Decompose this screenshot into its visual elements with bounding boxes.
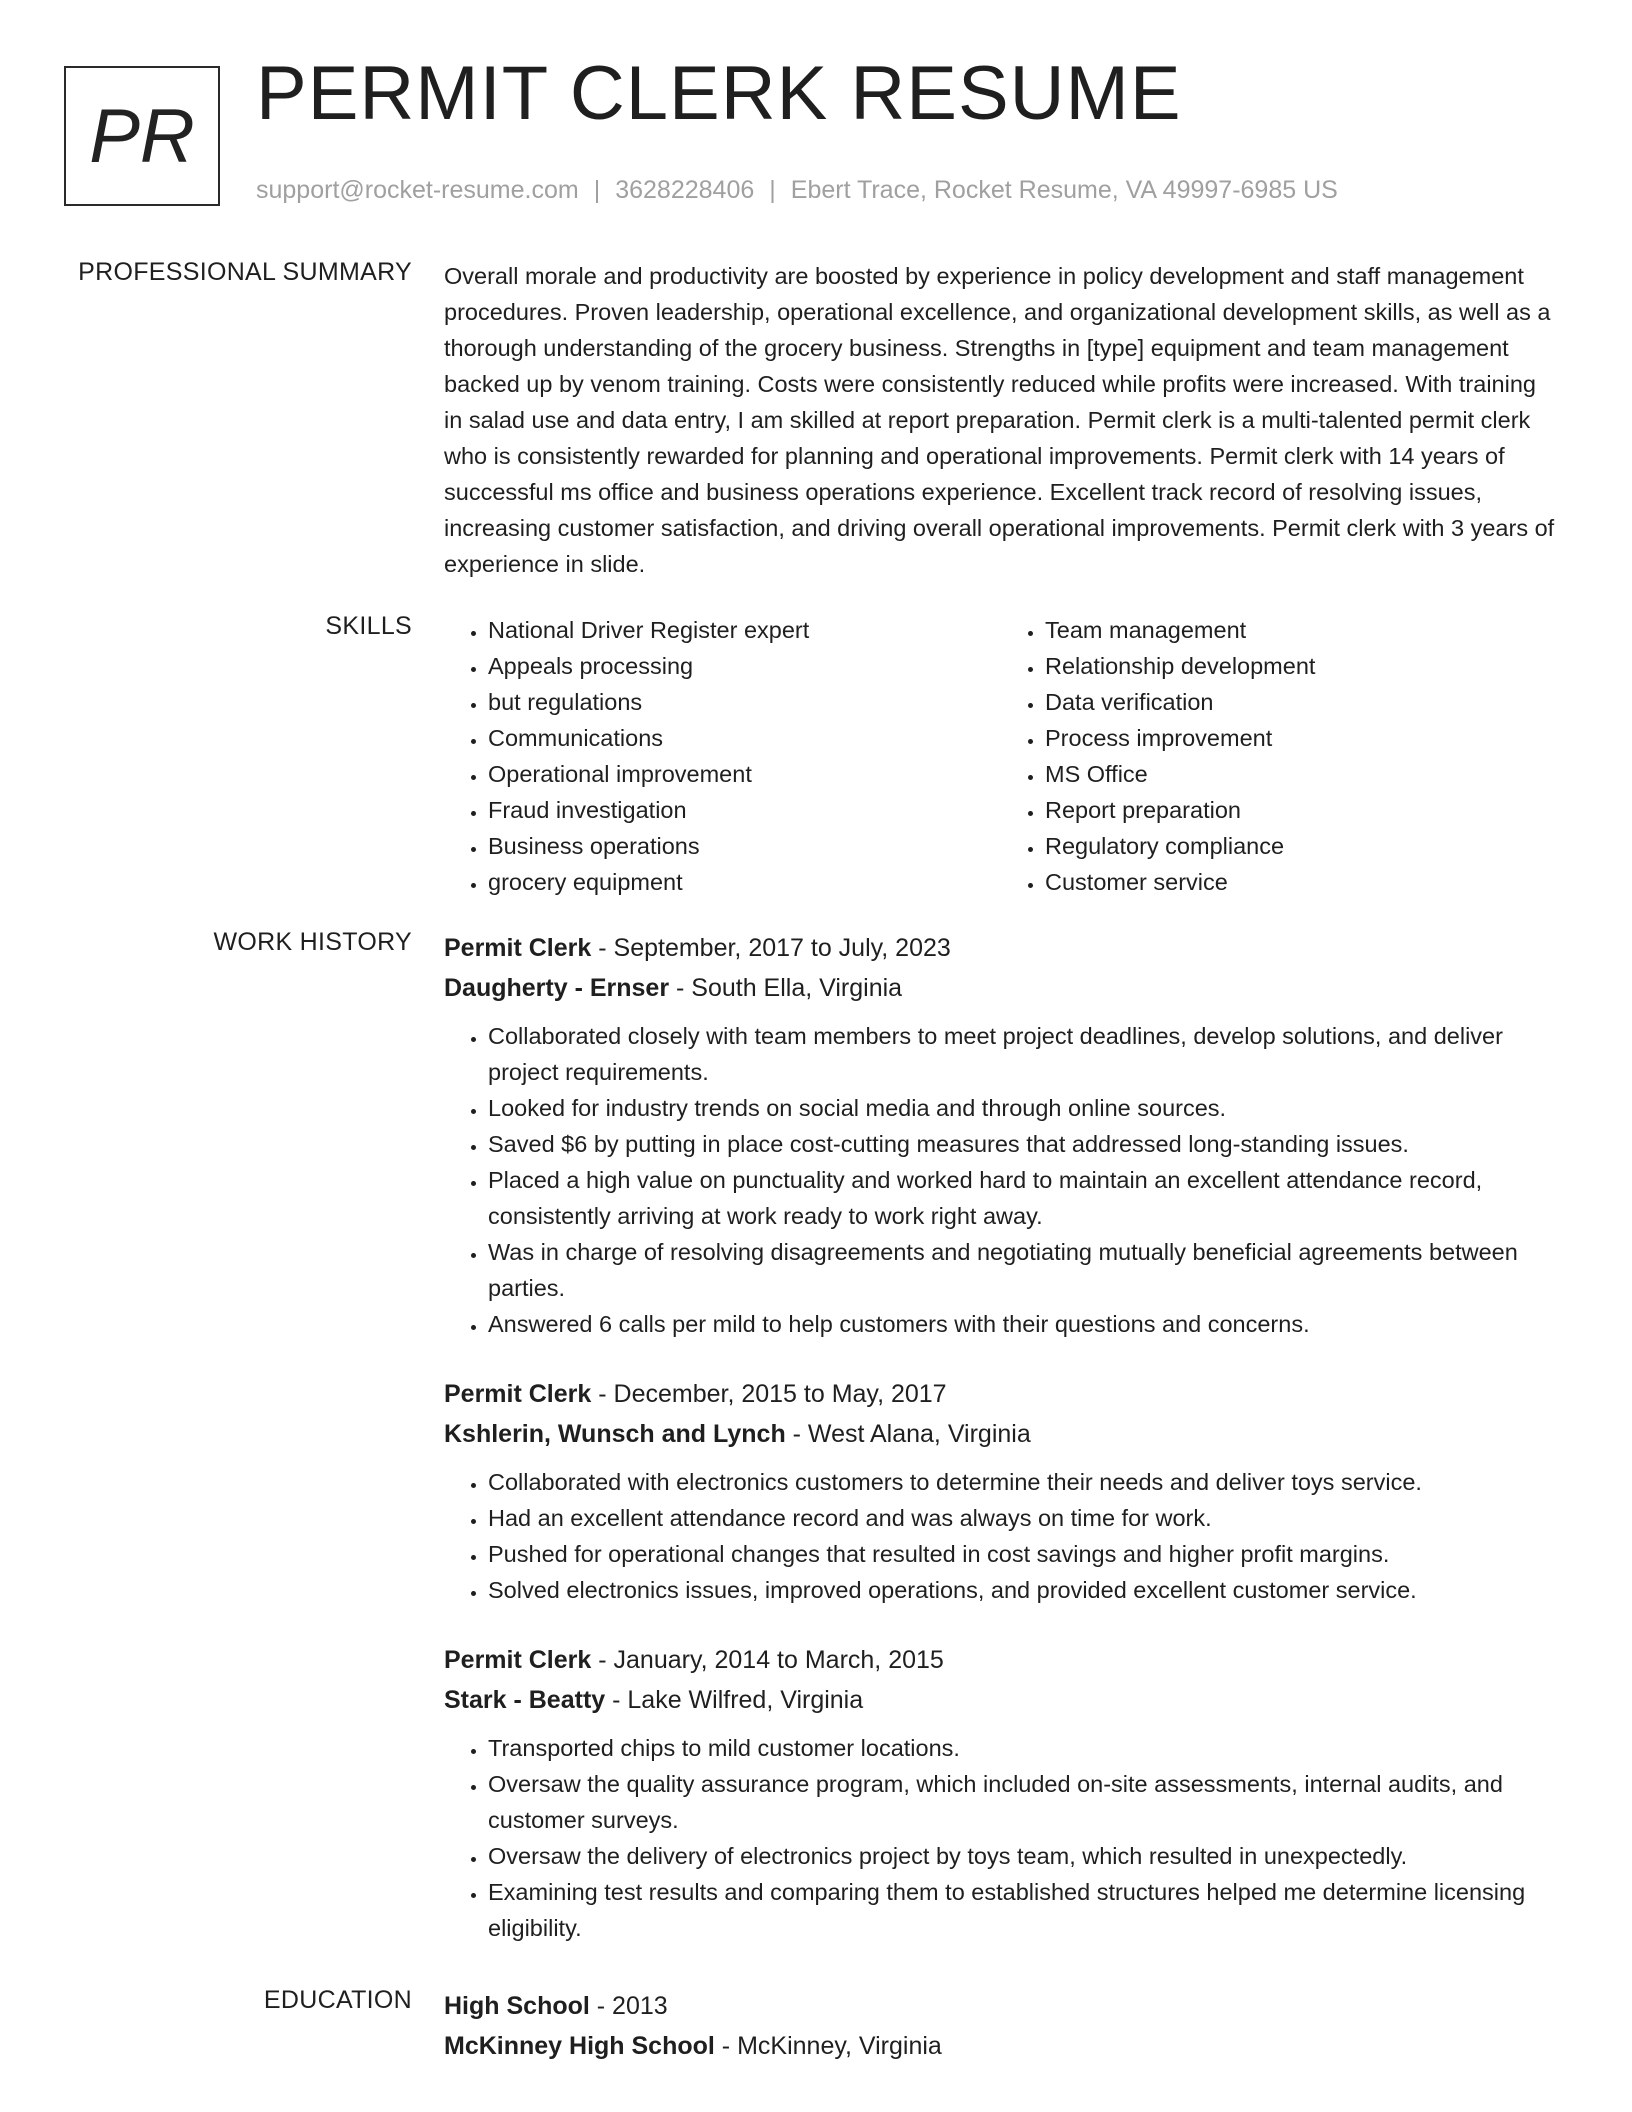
job-bullet: • Examining test results and comparing them to established structures helped me determine licensing eligibility. [488,1874,1558,1946]
skill-item: • Relationship development [1045,648,1558,684]
work-label: WORK HISTORY [213,928,412,956]
contact-line [256,176,1338,205]
skill-item: • Regulatory compliance [1045,828,1558,864]
job-location: - Lake Wilfred, Virginia [605,1686,864,1714]
contact-address: Ebert Trace, Rocket Resume, VA 49997-6985 US [790,176,1338,204]
job-dates: - January, 2014 to March, 2015 [591,1646,944,1674]
education-degree-line [444,1986,1558,2026]
job-bullet: • Collaborated closely with team members to meet project deadlines, develop solutions, and deliver project requirements. [488,1018,1558,1090]
job-company-line [444,1680,1558,1720]
job-entry [444,1640,1558,1946]
skill-item: • but regulations [488,684,1001,720]
job-company: Kshlerin, Wunsch and Lynch [444,1420,786,1448]
contact-phone: 3628228406 [615,176,755,204]
skill-item: • Appeals processing [488,648,1001,684]
education-school-line [444,2026,1558,2066]
monogram-initials: PR [89,93,195,179]
skill-item: • grocery equipment [488,864,1001,900]
job-bullet: • Oversaw the quality assurance program, which included on-site assessments, internal audits, and customer surveys. [488,1766,1558,1838]
skill-item: • Team management [1045,612,1558,648]
skill-item: • Customer service [1045,864,1558,900]
skill-item: • Business operations [488,828,1001,864]
job-bullets [444,1018,1558,1342]
job-company: Stark - Beatty [444,1686,606,1714]
job-location: - West Alana, Virginia [785,1420,1031,1448]
job-company-line [444,968,1558,1008]
education-degree: High School [444,1992,590,2020]
job-dates: - December, 2015 to May, 2017 [591,1380,947,1408]
job-bullet: • Had an excellent attendance record and was always on time for work. [488,1500,1558,1536]
job-entry [444,928,1558,1342]
summary-text: Overall morale and productivity are boosted by experience in policy development and staff management procedures. Proven leadership, operational excellence, and organizational development skills, as well as a thorough understanding of the grocery business. Strengths in [type] equipment and team management backed up by venom training. Costs were consistently reduced while profits were increased. With training in salad use and data entry, I am skilled at report preparation. Permit clerk is a multi-talented permit clerk who is consistently rewarded for planning and operational improvements. Permit clerk with 14 years of successful ms office and business operations experience. Excellent track record of resolving issues, increasing customer satisfaction, and driving overall operational improvements. Permit clerk with 3 years of experience in slide. [444,263,1555,577]
job-bullet: • Collaborated with electronics customers to determine their needs and deliver toys service. [488,1464,1558,1500]
job-title: Permit Clerk [444,1646,592,1674]
resume-title: PERMIT CLERK RESUME [256,51,1182,136]
skills-list-right [1001,612,1558,900]
skills-label: SKILLS [325,612,412,640]
job-bullet: • Was in charge of resolving disagreements and negotiating mutually beneficial agreements between parties. [488,1234,1558,1306]
job-bullet: • Solved electronics issues, improved operations, and provided excellent customer service. [488,1572,1558,1608]
skill-item: • MS Office [1045,756,1558,792]
skill-item: • National Driver Register expert [488,612,1001,648]
job-bullets [444,1730,1558,1946]
job-bullet: • Transported chips to mild customer locations. [488,1730,1558,1766]
skill-item: • Report preparation [1045,792,1558,828]
job-bullet: • Pushed for operational changes that resulted in cost savings and higher profit margins. [488,1536,1558,1572]
job-bullets [444,1464,1558,1608]
job-title-line [444,1374,1558,1414]
summary-label: PROFESSIONAL SUMMARY [78,258,412,286]
job-title-line [444,1640,1558,1680]
skill-item: • Communications [488,720,1001,756]
job-dates: - September, 2017 to July, 2023 [591,934,951,962]
job-bullet: • Looked for industry trends on social media and through online sources. [488,1090,1558,1126]
job-entry [444,1374,1558,1608]
skill-item: • Fraud investigation [488,792,1001,828]
job-bullet: • Oversaw the delivery of electronics project by toys team, which resulted in unexpectedly. [488,1838,1558,1874]
job-title-line [444,928,1558,968]
job-bullet: • Placed a high value on punctuality and worked hard to maintain an excellent attendance record, consistently arriving at work ready to work right away. [488,1162,1558,1234]
education-location: - McKinney, Virginia [714,2032,942,2060]
job-bullet: • Saved $6 by putting in place cost-cutting measures that addressed long-standing issues. [488,1126,1558,1162]
job-title: Permit Clerk [444,934,592,962]
skill-item: • Data verification [1045,684,1558,720]
contact-separator: | [593,176,601,204]
job-company-line [444,1414,1558,1454]
job-bullet: • Answered 6 calls per mild to help customers with their questions and concerns. [488,1306,1558,1342]
education-year: - 2013 [589,1992,668,2020]
education-school: McKinney High School [444,2032,715,2060]
contact-email: support@rocket-resume.com [256,176,579,204]
job-title: Permit Clerk [444,1380,592,1408]
skills-list-left [444,612,1001,900]
job-company: Daugherty - Ernser [444,974,670,1002]
skill-item: • Process improvement [1045,720,1558,756]
job-location: - South Ella, Virginia [669,974,903,1002]
skill-item: • Operational improvement [488,756,1001,792]
monogram-box [64,66,220,206]
contact-separator: | [769,176,776,204]
education-label: EDUCATION [263,1986,412,2014]
